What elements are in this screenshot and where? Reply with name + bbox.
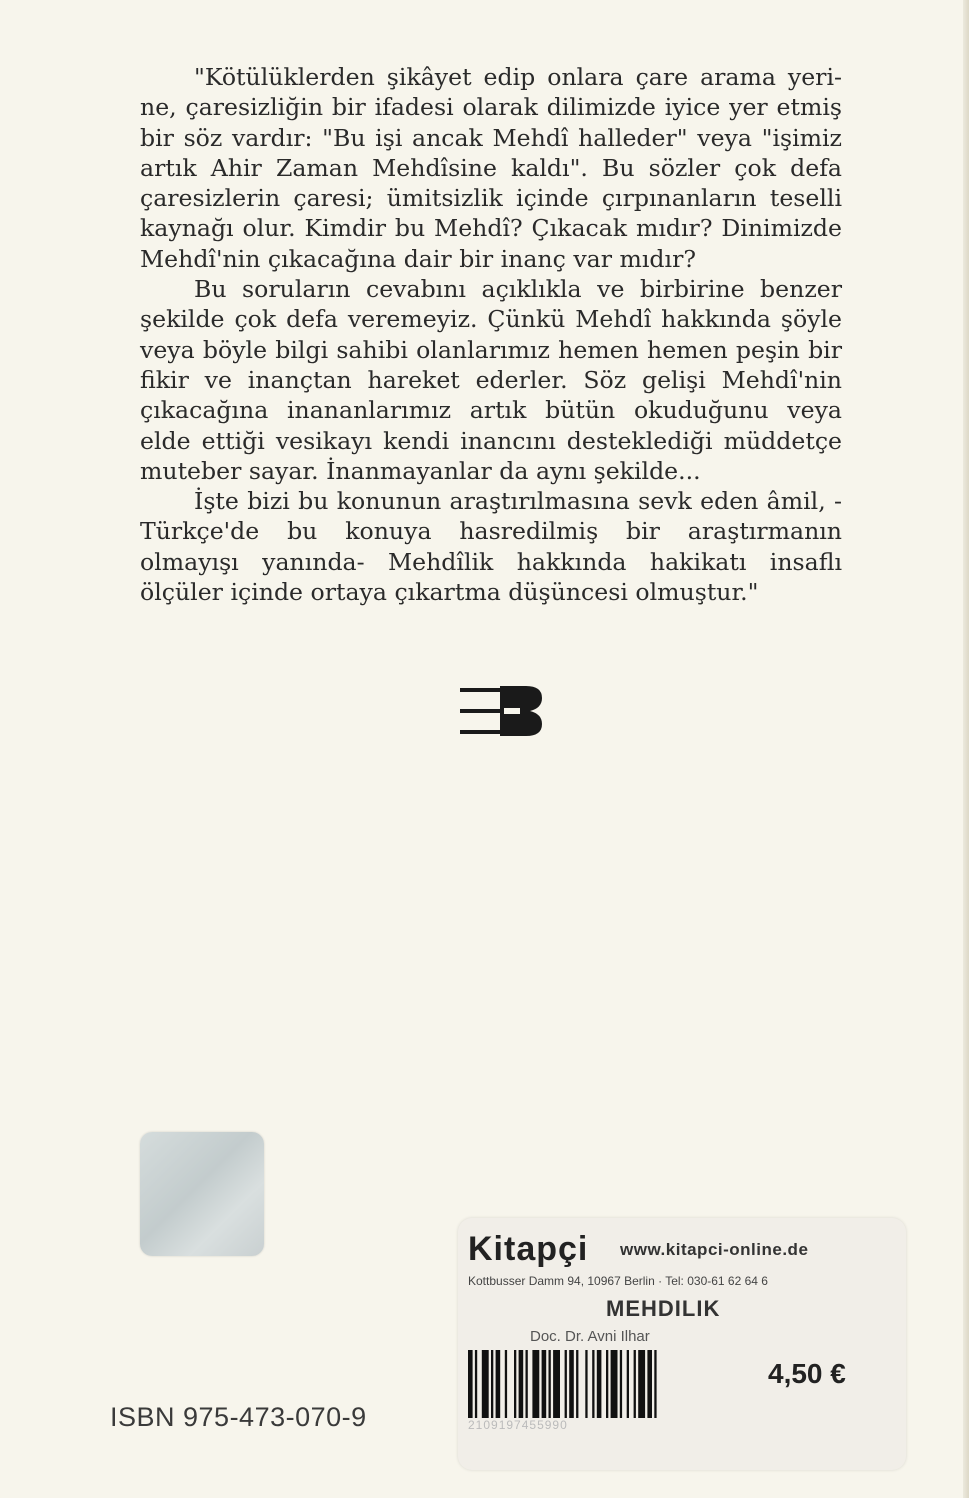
price-sticker [458, 1218, 906, 1470]
shop-address: Kottbusser Damm 94, 10967 Berlin · Tel: 030-61 62 64 6 [468, 1274, 768, 1288]
blurb-paragraph-1: "Kötülüklerden şikâyet edip onlara çare arama yerine, çaresizliğin bir ifadesi olarak dilimizde iyice yer etmiş bir söz vardır: "Bu işi ancak Mehdî halleder" veya "işimiz artık Ahir Zaman Mehdîsine kaldı". Bu sözler çok defa çaresizlerin çaresi; ümitsizlik içinde çırpınanların teselli kaynağı olur. Kimdir bu Mehdî? Çıkacak mıdır? Dinimizde Mehdî'nin çıkacağına dair bir inanç var mıdır? [140, 63, 842, 273]
blurb-paragraph-3: İşte bizi bu konunun araştırılmasına sevk eden âmil, -Türkçe'de bu konuya hasredilmiş bir araştırmanın olmayışı yanında- Mehdîlik hakkında hakikatı insaflı ölçüler içinde ortaya çıkartma düşüncesi olmuştur." [140, 487, 842, 607]
isbn-number: ISBN 975-473-070-9 [110, 1402, 367, 1432]
price-label: 4,50 € [768, 1358, 846, 1389]
page-edge [963, 0, 969, 1498]
shop-name: Kitapçi [468, 1230, 589, 1268]
shop-url: www.kitapci-online.de [620, 1240, 809, 1259]
book-author: Doc. Dr. Avni Ilhar [530, 1328, 650, 1345]
blurb-paragraph-2: Bu soruların cevabını açıklıkla ve birbirine benzer şekilde çok defa veremeyiz. Çünkü Mehdî hakkında şöyle veya böyle bilgi sahibi olanlarımız hemen hemen peşin bir fikir ve inançtan hareket ederler. Söz gelişi Mehdî'nin çıkacağına inananlarımız artık bütün okuduğunu veya elde ettiği vesikayı kendi inancını desteklediği müddetçe muteber sayar. İnanmayanlar da aynı şekilde... [140, 275, 842, 485]
book-title: MEHDILIK [606, 1296, 721, 1321]
barcode [468, 1350, 718, 1418]
back-cover-blurb [140, 62, 842, 607]
barcode-digits: 2109197455990 [468, 1418, 568, 1432]
hologram-sticker [140, 1132, 264, 1256]
publisher-logo [460, 686, 542, 736]
